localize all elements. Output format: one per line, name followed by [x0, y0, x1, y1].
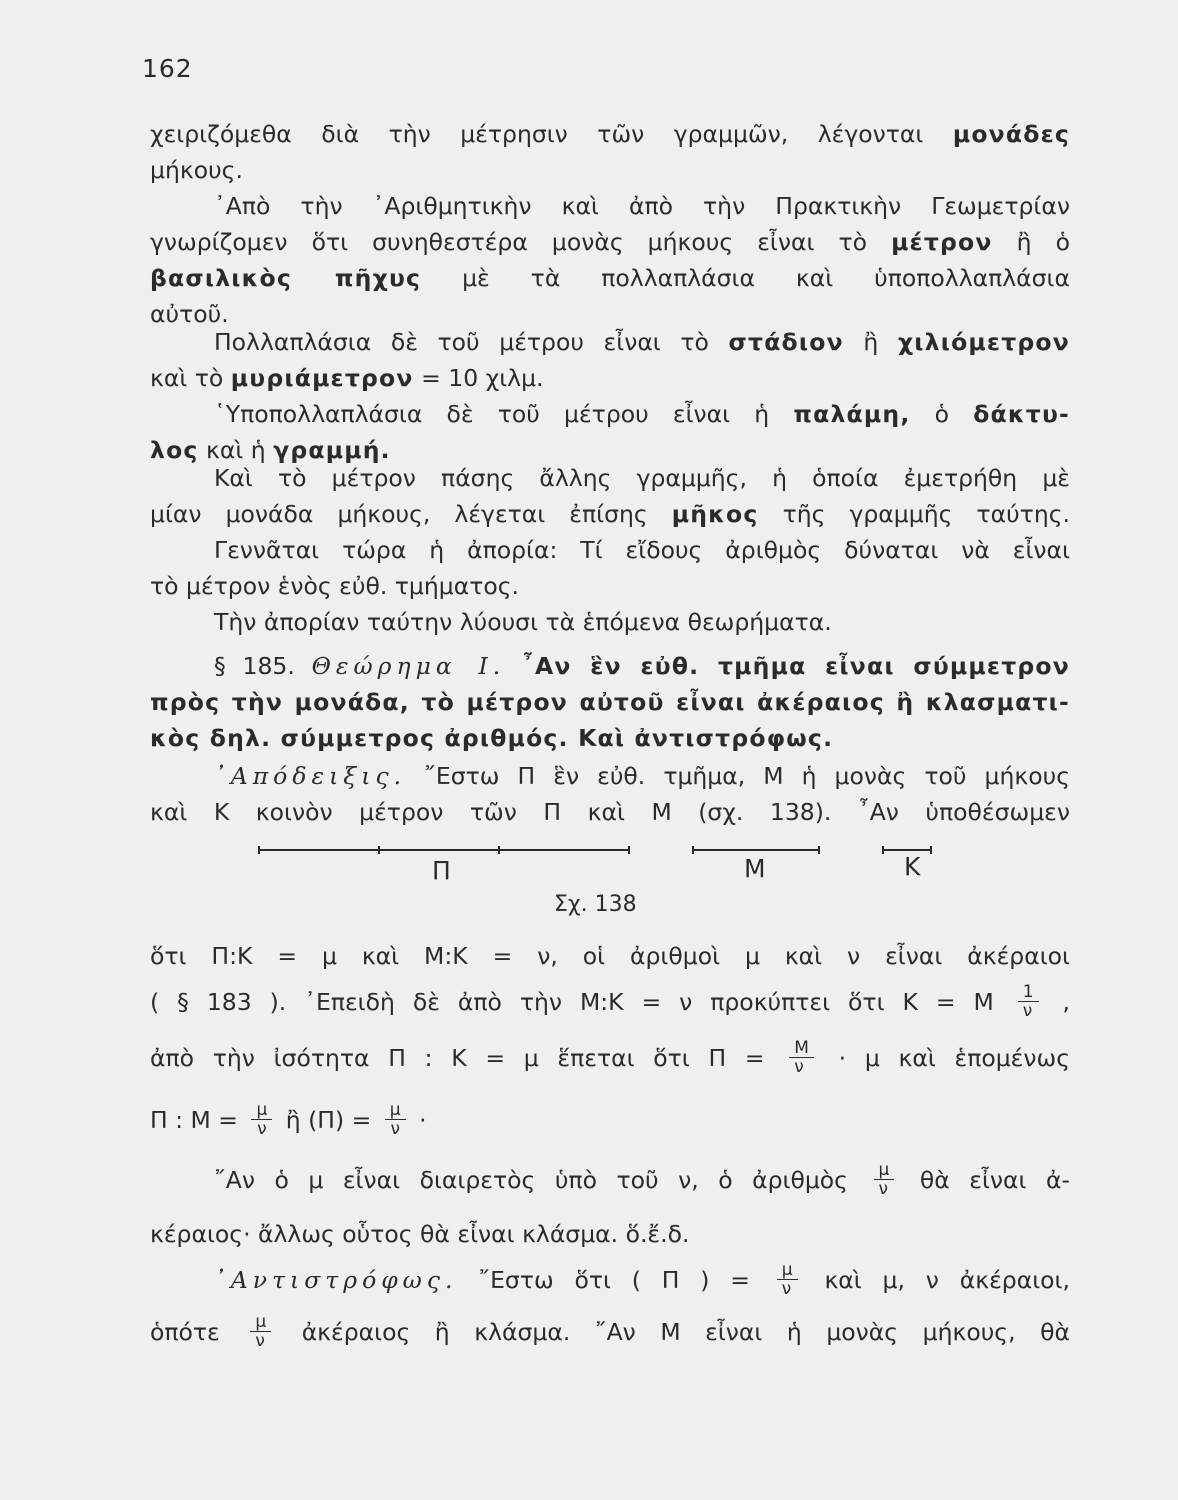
fraction-denominator: ν: [781, 1279, 792, 1299]
proof-line: [150, 794, 1070, 830]
text-span: ἀπὸ τὴν ἰσότητα Π : Κ = μ ἕπεται ὅτι Π =: [150, 1044, 765, 1072]
term-bold: στάδιον: [728, 328, 844, 356]
proof-line: [150, 984, 1070, 1022]
text-span: ἢ ὁ: [1016, 228, 1070, 256]
text-span: χειριζόμεθα διὰ τὴν μέτρησιν τῶν γραμμῶν, λέγονται: [150, 120, 924, 148]
fraction-denominator: ν: [257, 1119, 267, 1139]
text-line: [150, 224, 1070, 260]
fraction-mu-over-nu: [251, 1101, 272, 1138]
text-line: [214, 188, 1070, 224]
text-span: Γεννᾶται τώρα ἡ ἀπορία: Τί εἴδους ἀριθμὸς δύναται νὰ εἶναι: [214, 536, 1070, 564]
text-line: [150, 360, 1070, 396]
text-line: [150, 568, 1070, 604]
text-span: ὁπότε: [150, 1318, 220, 1346]
term-bold: λος: [150, 436, 199, 464]
text-span: καὶ τὸ: [150, 364, 224, 392]
fraction-numerator: 1: [1018, 983, 1039, 1002]
theorem-heading: [214, 648, 1070, 684]
proof-line: [214, 1162, 1070, 1200]
fraction-numerator: μ: [874, 1161, 895, 1180]
text-span: Καὶ τὸ μέτρον πάσης ἄλλης γραμμῆς, ἡ ὁποία ἐμετρήθη μὲ: [214, 464, 1070, 492]
text-span: ῎Αν ὁ μ εἶναι διαιρετὸς ὑπὸ τοῦ ν, ὁ ἀριθμὸς: [214, 1166, 848, 1194]
segment-tick: [818, 846, 820, 854]
term-bold: μυριάμετρον: [230, 364, 414, 392]
fraction-numerator: μ: [385, 1101, 406, 1120]
segment-M: [692, 849, 820, 851]
theorem-label: Θεώρημα I.: [311, 652, 506, 680]
text-span: ῎Εστω Π ἓν εὐθ. τμῆμα, Μ ἡ μονὰς τοῦ μήκους: [424, 762, 1070, 790]
term-bold: μῆκος: [671, 500, 759, 528]
theorem-line: [150, 684, 1070, 720]
term-bold: βασιλικὸς πῆχυς: [150, 264, 422, 292]
text-line: [214, 532, 1070, 568]
proof-line: [214, 758, 1070, 794]
fraction-mu-over-nu: [874, 1161, 895, 1198]
text-span: καὶ ἡ: [206, 436, 266, 464]
text-line: [150, 260, 1070, 296]
text-span: γνωρίζομεν ὅτι συνηθεστέρα μονὰς μήκους εἶναι τὸ: [150, 228, 867, 256]
segment-P: [258, 849, 630, 851]
label-P: Π: [432, 856, 451, 885]
text-span: μήκους.: [150, 156, 243, 184]
proof-label: ᾿Απόδειξις.: [214, 762, 407, 790]
segment-tick: [882, 846, 884, 854]
theorem-text: πρὸς τὴν μονάδα, τὸ μέτρον αὐτοῦ εἶναι ἀκέραιος ἢ κλασματι-: [150, 688, 1070, 716]
fraction-numerator: μ: [250, 1313, 271, 1332]
label-M: Μ: [744, 854, 766, 883]
fraction-mu-over-nu: [385, 1101, 406, 1138]
theorem-line: [150, 720, 1070, 756]
segment-tick: [258, 846, 260, 854]
term-bold: μέτρον: [891, 228, 993, 256]
text-span: τῆς γραμμῆς ταύτης.: [782, 500, 1070, 528]
text-line: [150, 152, 1070, 188]
fraction-denominator: ν: [794, 1057, 804, 1077]
term-bold: μονάδες: [952, 120, 1070, 148]
text-span: · μ καὶ ἑπομένως: [838, 1044, 1070, 1072]
text-span: ᾿Απὸ τὴν ᾿Αριθμητικὴν καὶ ἀπὸ τὴν Πρακτικὴν Γεωμετρίαν: [214, 192, 1070, 220]
text-span: ῎Εστω ὅτι ( Π ) =: [478, 1266, 750, 1294]
segment-tick: [378, 846, 380, 854]
fraction-denominator: ν: [390, 1119, 400, 1139]
fraction-denominator: ν: [1022, 1001, 1033, 1021]
text-line: [214, 460, 1070, 496]
fraction-M-over-nu: [789, 1039, 814, 1076]
text-span: ἢ: [863, 328, 879, 356]
converse-line: [150, 1314, 1070, 1352]
text-span: καὶ Κ κοινὸν μέτρον τῶν Π καὶ Μ (σχ. 138). ῏Αν ὑποθέσωμεν: [150, 798, 1070, 826]
text-span: ὅτι Π:Κ = μ καὶ Μ:Κ = ν, οἱ ἀριθμοὶ μ καὶ ν εἶναι ἀκέραιοι: [150, 942, 1070, 970]
page-number: 162: [142, 54, 193, 83]
text-line: [214, 604, 1070, 640]
fraction-1-over-nu: [1018, 983, 1039, 1020]
segment-tick: [930, 846, 932, 854]
text-line: [214, 324, 1070, 360]
label-K: Κ: [904, 852, 921, 881]
theorem-text: ῏Αν ἓν εὐθ. τμῆμα εἶναι σύμμετρον: [522, 652, 1070, 680]
text-span: Πολλαπλάσια δὲ τοῦ μέτρου εἶναι τὸ: [214, 328, 709, 356]
text-span: = 10 χιλμ.: [421, 364, 544, 392]
segment-K: [882, 849, 932, 851]
text-span: ἀκέραιος ἢ κλάσμα. ῎Αν Μ εἶναι ἡ μονὰς μήκους, θὰ: [301, 1318, 1070, 1346]
text-span: Π : Μ =: [150, 1106, 238, 1134]
proof-line: [150, 1102, 1070, 1140]
proof-line: [150, 1040, 1070, 1078]
fraction-denominator: ν: [255, 1331, 265, 1351]
theorem-text: κὸς δηλ. σύμμετρος ἀριθμός. Καὶ ἀντιστρόφως.: [150, 724, 834, 752]
text-span: ·: [419, 1106, 427, 1134]
term-bold: δάκτυ-: [973, 400, 1070, 428]
text-span: κέραιος· ἄλλως οὗτος θὰ εἶναι κλάσμα. ὅ.ἔ.δ.: [150, 1220, 690, 1248]
segment-tick: [498, 846, 500, 854]
term-bold: παλάμη,: [793, 400, 911, 428]
term-bold: γραμμή.: [273, 436, 391, 464]
text-line: [150, 496, 1070, 532]
text-span: καὶ μ, ν ἀκέραιοι,: [824, 1266, 1070, 1294]
converse-label: ᾿Αντιστρόφως.: [214, 1266, 458, 1294]
fraction-numerator: μ: [251, 1101, 272, 1120]
proof-line: [150, 1216, 1070, 1252]
text-line: [150, 116, 1070, 152]
text-span: ( § 183 ). ᾿Επειδὴ δὲ ἀπὸ τὴν Μ:Κ = ν προκύπτει ὅτι Κ = Μ: [150, 988, 994, 1016]
fraction-mu-over-nu: [250, 1313, 271, 1350]
fraction-mu-over-nu: [777, 1261, 798, 1298]
fraction-denominator: ν: [878, 1179, 889, 1199]
text-span: μὲ τὰ πολλαπλάσια καὶ ὑποπολλαπλάσια: [462, 264, 1070, 292]
text-span: θὰ εἶναι ἀ-: [919, 1166, 1070, 1194]
fraction-numerator: Μ: [789, 1039, 814, 1058]
fraction-numerator: μ: [777, 1261, 798, 1280]
text-span: ὁ: [934, 400, 950, 428]
text-span: Τὴν ἀπορίαν ταύτην λύουσι τὰ ἑπόμενα θεωρήματα.: [214, 608, 832, 636]
text-span: ῾Υποπολλαπλάσια δὲ τοῦ μέτρου εἶναι ἡ: [214, 400, 770, 428]
section-number: § 185.: [214, 652, 295, 680]
term-bold: χιλιόμετρον: [897, 328, 1070, 356]
text-span: τὸ μέτρον ἑνὸς εὐθ. τμήματος.: [150, 572, 520, 600]
text-span: μίαν μονάδα μήκους, λέγεται ἐπίσης: [150, 500, 648, 528]
text-span: ἢ (Π) =: [285, 1106, 372, 1134]
segment-tick: [628, 846, 630, 854]
proof-line: [150, 938, 1070, 974]
text-line: [214, 396, 1070, 432]
text-span: αὐτοῦ.: [150, 300, 229, 328]
segment-tick: [692, 846, 694, 854]
converse-line: [214, 1262, 1070, 1300]
text-span: ,: [1062, 988, 1070, 1016]
figure-caption: Σχ. 138: [554, 892, 637, 917]
